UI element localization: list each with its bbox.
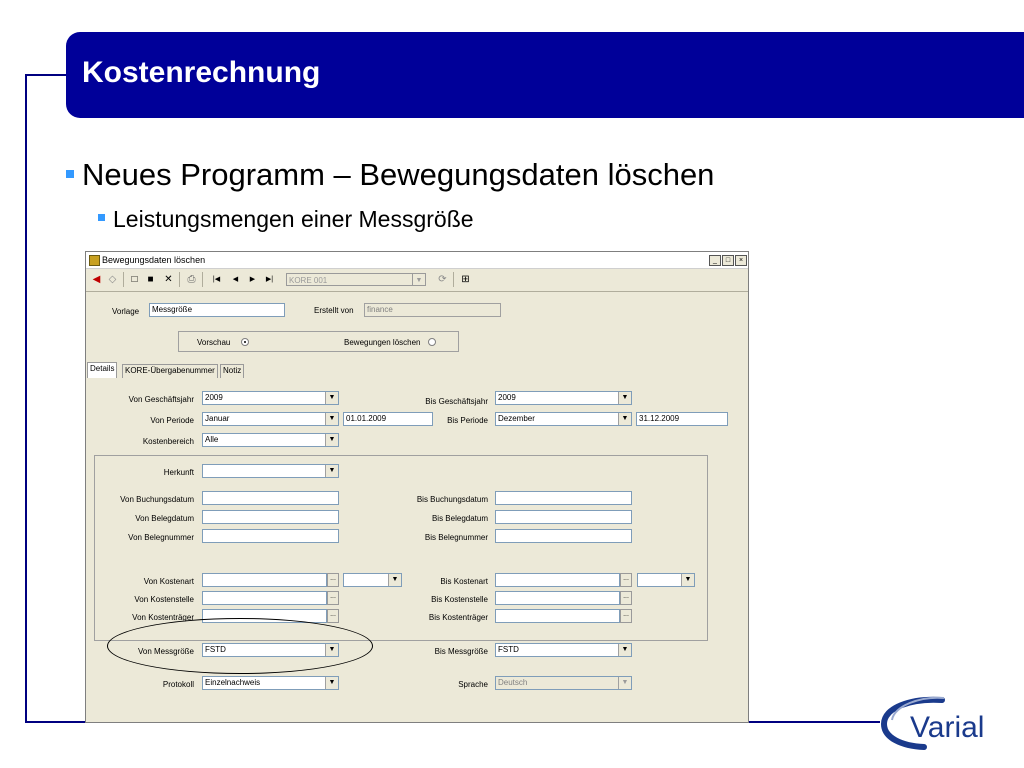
bis-belegnummer-label: Bis Belegnummer (424, 533, 488, 542)
dropdown-arrow-icon: ▼ (325, 644, 338, 656)
bullet-square-icon (66, 170, 74, 178)
last-record-icon[interactable]: ▶| (265, 276, 274, 283)
save-icon[interactable]: ■ (147, 274, 154, 285)
frame-line-left (25, 74, 27, 722)
bis-kostenstelle-label: Bis Kostenstelle (431, 595, 488, 604)
vorlage-label: Vorlage (112, 307, 140, 316)
sprache-label: Sprache (458, 680, 488, 689)
tab-details[interactable]: Details (87, 362, 117, 379)
bis-kostenart-label: Bis Kostenart (440, 577, 488, 586)
dropdown-arrow-icon: ▼ (618, 413, 631, 425)
dropdown-arrow-icon: ▼ (388, 574, 401, 586)
von-periode-label: Von Periode (150, 416, 194, 425)
dropdown-arrow-icon: ▼ (412, 274, 425, 285)
varial-logo (880, 694, 1010, 750)
von-belegnummer-field[interactable] (202, 529, 339, 543)
von-periode-date[interactable]: 01.01.2009 (343, 412, 433, 426)
window-title: Bewegungsdaten löschen (102, 255, 206, 265)
bis-messgroesse-label: Bis Messgröße (434, 647, 488, 656)
close-button[interactable]: × (735, 255, 747, 266)
herkunft-label: Herkunft (163, 468, 194, 477)
eraser-icon[interactable]: ◇ (108, 274, 117, 285)
delete-icon[interactable]: ✕ (164, 274, 173, 285)
von-buchungsdatum-label: Von Buchungsdatum (120, 495, 194, 504)
von-buchungsdatum-field[interactable] (202, 491, 339, 505)
back-arrow-icon[interactable]: ◀ (92, 274, 101, 285)
bis-periode-date[interactable]: 31.12.2009 (636, 412, 728, 426)
first-record-icon[interactable]: |◀ (212, 276, 221, 283)
tab-notiz[interactable]: Notiz (220, 364, 244, 378)
dropdown-arrow-icon: ▼ (618, 644, 631, 656)
vorschau-label: Vorschau (197, 338, 231, 347)
slide-title: Kostenrechnung (82, 56, 321, 89)
logo-text: Varial (910, 711, 985, 744)
bis-kostenstelle-field[interactable] (495, 591, 620, 605)
kostenbereich-label: Kostenbereich (142, 437, 194, 446)
vorlage-field[interactable]: Messgröße (149, 303, 285, 317)
bewegungen-loeschen-label: Bewegungen löschen (344, 338, 421, 347)
toolbar-separator (123, 272, 124, 287)
bis-buchungsdatum-field[interactable] (495, 491, 632, 505)
dropdown-arrow-icon: ▼ (325, 677, 338, 689)
dropdown-arrow-icon: ▼ (325, 465, 338, 477)
von-geschaeftsjahr-select[interactable]: 2009 ▼ (202, 391, 339, 405)
von-kostenstelle-label: Von Kostenstelle (134, 595, 194, 604)
tab-kore-uebergabenummer[interactable]: KORE-Übergabenummer (122, 364, 218, 378)
protokoll-select[interactable]: Einzelnachweis ▼ (202, 676, 339, 690)
toolbar-separator (453, 272, 454, 287)
minimize-button[interactable]: _ (709, 255, 721, 266)
maximize-button[interactable]: □ (722, 255, 734, 266)
vorschau-radio[interactable] (241, 338, 249, 346)
bis-kostentraeger-label: Bis Kostenträger (428, 613, 488, 622)
von-kostentraeger-field[interactable] (202, 609, 327, 623)
frame-line-top (25, 74, 69, 76)
tab-strip (86, 362, 748, 379)
bewegungen-loeschen-radio[interactable] (428, 338, 436, 346)
app-icon (89, 255, 100, 266)
erstellt-von-field[interactable]: finance (364, 303, 501, 317)
bis-kostentraeger-field[interactable] (495, 609, 620, 623)
print-icon[interactable]: ⎙ (187, 274, 196, 285)
bis-kostenart-type-select[interactable] (637, 573, 695, 587)
dropdown-arrow-icon: ▼ (325, 413, 338, 425)
von-kostentraeger-label: Von Kostenträger (132, 613, 194, 622)
bullet-level-2: Leistungsmengen einer Messgröße (113, 206, 474, 232)
von-kostenart-lookup-button[interactable]: ... (327, 573, 339, 587)
bis-kostenart-field[interactable] (495, 573, 620, 587)
dropdown-arrow-icon: ▼ (325, 392, 338, 404)
bis-kostenart-lookup-button[interactable]: ... (620, 573, 632, 587)
bis-kostenstelle-lookup-button[interactable]: ... (620, 591, 632, 605)
bis-belegnummer-field[interactable] (495, 529, 632, 543)
von-kostenart-label: Von Kostenart (143, 577, 194, 586)
kostenbereich-select[interactable]: Alle ▼ (202, 433, 339, 447)
sprache-select[interactable]: Deutsch ▼ (495, 676, 632, 690)
bis-kostentraeger-lookup-button[interactable]: ... (620, 609, 632, 623)
bis-belegdatum-field[interactable] (495, 510, 632, 524)
bis-geschaeftsjahr-select[interactable]: 2009 ▼ (495, 391, 632, 405)
bis-periode-select[interactable]: Dezember ▼ (495, 412, 632, 426)
von-periode-select[interactable]: Januar ▼ (202, 412, 339, 426)
toolbar (86, 269, 748, 292)
bis-buchungsdatum-label: Bis Buchungsdatum (416, 495, 488, 504)
dropdown-arrow-icon: ▼ (681, 574, 694, 586)
protokoll-label: Protokoll (162, 680, 194, 689)
bis-periode-label: Bis Periode (447, 416, 488, 425)
previous-record-icon[interactable]: ◀ (232, 276, 239, 283)
erstellt-von-label: Erstellt von (314, 306, 354, 315)
von-belegdatum-label: Von Belegdatum (135, 514, 194, 523)
herkunft-select[interactable] (202, 464, 339, 478)
refresh-icon[interactable]: ⟳ (438, 274, 447, 285)
new-document-icon[interactable]: □ (131, 274, 138, 285)
dropdown-arrow-icon: ▼ (618, 392, 631, 404)
von-kostenstelle-field[interactable] (202, 591, 327, 605)
von-belegdatum-field[interactable] (202, 510, 339, 524)
toolbar-separator (202, 272, 203, 287)
bis-messgroesse-select[interactable]: FSTD ▼ (495, 643, 632, 657)
von-geschaeftsjahr-label: Von Geschäftsjahr (128, 395, 194, 404)
next-record-icon[interactable]: ▶ (249, 276, 256, 283)
dropdown-arrow-icon: ▼ (325, 434, 338, 446)
von-messgroesse-label: Von Messgröße (137, 647, 194, 656)
von-messgroesse-select[interactable]: FSTD ▼ (202, 643, 339, 657)
slide-title-bar (66, 32, 1024, 118)
von-kostentraeger-lookup-button[interactable]: ... (327, 609, 339, 623)
dropdown-arrow-icon: ▼ (618, 677, 631, 689)
toolbar-separator (179, 272, 180, 287)
von-kostenart-field[interactable] (202, 573, 327, 587)
app-window (85, 251, 749, 723)
von-belegnummer-label: Von Belegnummer (128, 533, 194, 542)
bullet-level-1: Neues Programm – Bewegungsdaten löschen (82, 157, 715, 192)
network-icon[interactable]: ⊞ (461, 274, 470, 285)
bis-belegdatum-label: Bis Belegdatum (431, 514, 488, 523)
bis-geschaeftsjahr-label: Bis Geschäftsjahr (425, 397, 488, 406)
record-select[interactable]: KORE 001 ▼ (286, 273, 426, 286)
window-title-bar (86, 252, 748, 269)
von-kostenstelle-lookup-button[interactable]: ... (327, 591, 339, 605)
bullet-square-icon (98, 214, 105, 221)
